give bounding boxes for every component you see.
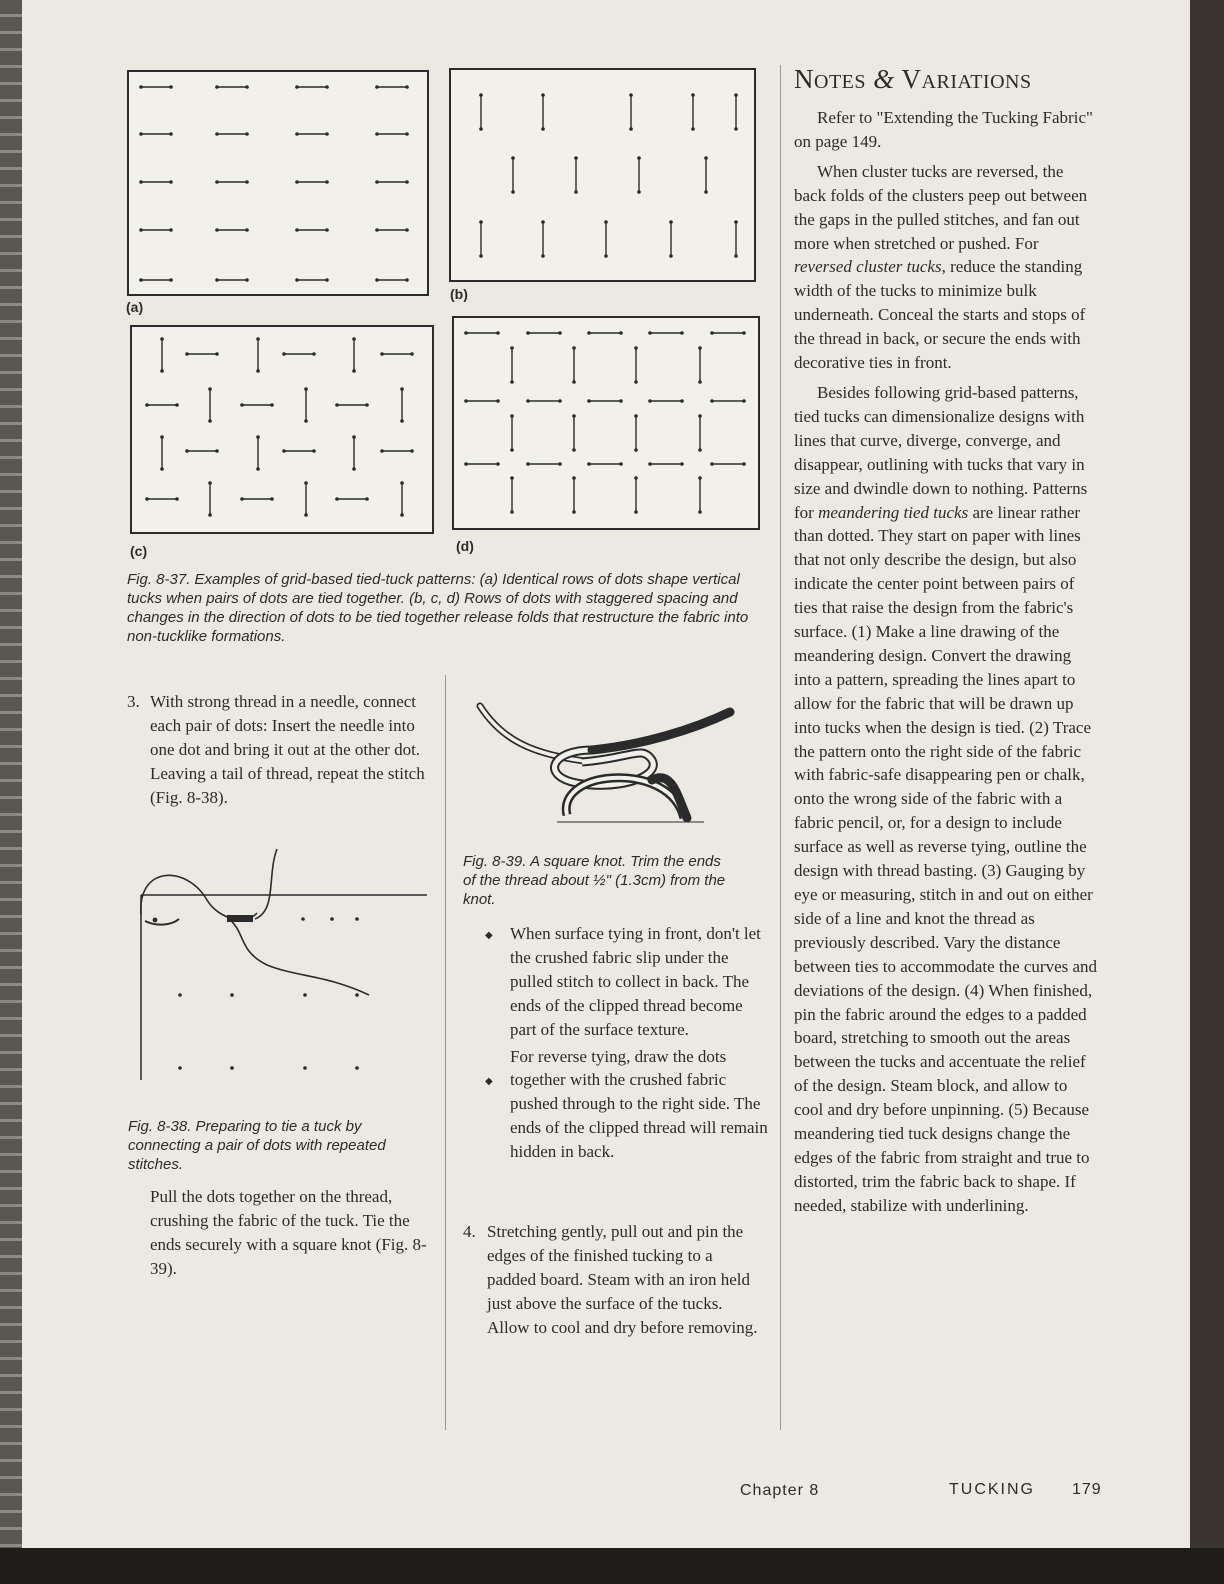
- figure-label-b: (b): [450, 286, 468, 302]
- stitch-dot: [169, 85, 173, 89]
- stitch-dot: [742, 399, 746, 403]
- stitch-dot: [558, 462, 562, 466]
- stitch-dot: [240, 497, 244, 501]
- stitch-dot: [496, 399, 500, 403]
- stitch-dot: [634, 346, 638, 350]
- stitch-dot: [169, 228, 173, 232]
- stitch-dot: [510, 380, 514, 384]
- stitch-dot: [558, 331, 562, 335]
- stitch-dot: [256, 369, 260, 373]
- stitch-dot: [240, 403, 244, 407]
- stitch-dot: [572, 380, 576, 384]
- stitch-dot: [375, 132, 379, 136]
- page-edge-bottom: [0, 1548, 1224, 1584]
- stitch-dot: [139, 228, 143, 232]
- stitch-dot: [175, 403, 179, 407]
- stitch-dot: [572, 476, 576, 480]
- stitch-dot: [479, 93, 483, 97]
- stitch-dot: [245, 278, 249, 282]
- stitch-dot: [526, 399, 530, 403]
- notes-p3-text-b: are linear rather than dotted. They start on paper with lines that not only describe the design, but also indicate the center point between pairs of ties that raise the design from the fabric's surface. (1) Make a line drawing of the meandering design. Convert the drawing into a pattern, spreading the lines apart to allow for the fabric that will be drawn up into tucks when the design is tied. (2) Trace the pattern onto the right side of the fabric with fabric-safe disappearing pen or chalk, onto the wrong side of the fabric with a fabric pencil, or, for a design to include surface as well as reverse tying, outline the design with thread basting. (3) Gauging by eye or measuring, stitch in and out on either side of a line and knot the thread as previously described. Vary the distance between ties to accommodate the curves and deviations of the design. (4) When finished, pin the fabric around the edges to a padded board, stretching to smooth out the areas between the tucks and accentuate the relief of the design. Steam block, and allow to cool and dry before unpinning. (5) Because meandering tied tuck designs change the edges of the fabric from straight and true to distorted, trim the fabric back to shape. If needed, stabilize with underlining.: [794, 502, 1098, 1215]
- step-4: [463, 1220, 763, 1340]
- bullet-marker-2: ◆: [485, 1076, 493, 1087]
- stitch-dot: [629, 127, 633, 131]
- stitch-dot: [312, 449, 316, 453]
- stitch-dot: [710, 399, 714, 403]
- stitch-dot: [541, 93, 545, 97]
- stitch-dot: [304, 387, 308, 391]
- stitch-dot: [510, 448, 514, 452]
- stitch-dot: [734, 93, 738, 97]
- stitch-dot: [479, 254, 483, 258]
- stitch-dot: [680, 331, 684, 335]
- figure-label-d: (d): [456, 538, 474, 554]
- stitch-dot: [464, 399, 468, 403]
- stitch-dot: [587, 462, 591, 466]
- stitch-dot: [698, 510, 702, 514]
- stitch-dot: [634, 476, 638, 480]
- stitch-dot: [526, 462, 530, 466]
- stitch-dot: [405, 85, 409, 89]
- step-3-text: With strong thread in a needle, connect each pair of dots: Insert the needle into one dot and bring it out at the other dot. Leaving a tail of thread, repeat the stitch (Fig. 8-38).: [150, 692, 425, 807]
- stitch-dot: [634, 414, 638, 418]
- stitch-dot: [648, 331, 652, 335]
- stitch-dot: [634, 448, 638, 452]
- stitch-dot: [648, 462, 652, 466]
- stitch-dot: [698, 414, 702, 418]
- stitch-dot: [375, 180, 379, 184]
- stitch-dot: [587, 399, 591, 403]
- stitch-dot: [619, 462, 623, 466]
- stitch-dot: [215, 132, 219, 136]
- stitch-dot: [295, 85, 299, 89]
- stitch-dot: [710, 462, 714, 466]
- figure-8-38-illustration: [127, 845, 427, 1095]
- stitch-dot: [405, 228, 409, 232]
- stitch-dot: [479, 220, 483, 224]
- notes-term-meandering-tied-tucks: meandering tied tucks: [818, 502, 969, 522]
- stitch-dot: [648, 399, 652, 403]
- stitch-dot: [352, 467, 356, 471]
- stitch-dot: [629, 93, 633, 97]
- stitch-dot: [574, 156, 578, 160]
- stitch-dot: [304, 481, 308, 485]
- footer-page-number: 179: [1072, 1481, 1102, 1498]
- stitch-dot: [742, 331, 746, 335]
- figure-8-38-caption: Fig. 8-38. Preparing to tie a tuck by connecting a pair of dots with repeated stitches.: [128, 1118, 386, 1173]
- stitch-dot: [169, 132, 173, 136]
- stitch-dot: [464, 462, 468, 466]
- stitch-dot: [691, 127, 695, 131]
- stitch-dot: [208, 481, 212, 485]
- stitch-dot: [698, 476, 702, 480]
- stitch-dot: [139, 180, 143, 184]
- step-3-continued: [150, 1185, 430, 1281]
- bullet-2-text: For reverse tying, draw the dots together with the crushed fabric pushed through to the right side. The ends of the clipped thread will remain hidden in back.: [510, 1046, 768, 1162]
- stitch-dot: [208, 419, 212, 423]
- stitch-dot: [312, 352, 316, 356]
- pattern-a-graphic: [129, 72, 427, 294]
- heading-ampersand: &: [873, 64, 895, 94]
- stitch-dot: [734, 220, 738, 224]
- stitch-dot: [139, 85, 143, 89]
- stitch-dot: [510, 346, 514, 350]
- stitch-dot: [256, 435, 260, 439]
- stitch-dot: [175, 497, 179, 501]
- figure-8-39-square-knot: [472, 700, 752, 830]
- stitch-dot: [541, 127, 545, 131]
- stitch-dot: [335, 497, 339, 501]
- figure-panel-b: [449, 68, 756, 282]
- stitch-dot: [691, 93, 695, 97]
- figure-8-39-caption: Fig. 8-39. A square knot. Trim the ends of the thread about ½" (1.3cm) from the knot.: [463, 853, 726, 908]
- stitch-dot: [734, 127, 738, 131]
- stitch-dot: [169, 180, 173, 184]
- stitch-dot: [511, 190, 515, 194]
- stitch-dot: [160, 435, 164, 439]
- stitch-dot: [704, 190, 708, 194]
- notes-variations-heading: [794, 64, 1032, 95]
- stitch-dot: [637, 190, 641, 194]
- stitch-dot: [325, 85, 329, 89]
- stitch-dot: [282, 352, 286, 356]
- footer-section: TUCKING: [949, 1481, 1035, 1498]
- bullet-marker-1: ◆: [485, 930, 493, 941]
- stitch-dot: [375, 85, 379, 89]
- step-3: [127, 690, 427, 810]
- stitch-dot: [185, 352, 189, 356]
- notes-p2-text-b: , reduce the standing width of the tucks to minimize bulk underneath. Conceal the starts and stops of the thread in back, or secure the ends with decorative ties in front.: [794, 257, 1086, 373]
- notes-p2-text-a: When cluster tucks are reversed, the back folds of the clusters peep out between the gaps in the pulled stitches, and fan out more when stretched or pushed. For: [794, 161, 1088, 253]
- stitch-dot: [375, 228, 379, 232]
- notes-p3-text-a: Besides following grid-based patterns, tied tucks can dimensionalize designs with lines that curve, diverge, converge, and disappear, outlining with tucks that vary in size and dwindle down to nothing. Patterns for: [794, 382, 1088, 522]
- stitch-dot: [160, 337, 164, 341]
- stitch-dot: [587, 331, 591, 335]
- stitch-dot: [619, 399, 623, 403]
- stitch-dot: [380, 449, 384, 453]
- stitch-dot: [526, 331, 530, 335]
- stitch-dot: [680, 462, 684, 466]
- stitch-dot: [215, 228, 219, 232]
- stitch-dot: [510, 414, 514, 418]
- stitch-dot: [256, 337, 260, 341]
- stitch-dot: [145, 497, 149, 501]
- stitch-dot: [295, 180, 299, 184]
- stitch-dot: [710, 331, 714, 335]
- stitch-dot: [325, 278, 329, 282]
- column-divider-left: [445, 675, 446, 1430]
- stitch-dot: [637, 156, 641, 160]
- stitch-dot: [704, 156, 708, 160]
- stitch-dot: [270, 497, 274, 501]
- footer-chapter: Chapter 8: [740, 1482, 820, 1499]
- stitch-dot: [496, 462, 500, 466]
- stitch-dot: [215, 180, 219, 184]
- heading-rest-ariations: ARIATIONS: [921, 71, 1032, 93]
- stitch-dot: [511, 156, 515, 160]
- stitch-dot: [510, 476, 514, 480]
- stitch-dot: [405, 278, 409, 282]
- stitch-dot: [295, 132, 299, 136]
- stitch-dot: [410, 352, 414, 356]
- stitch-dot: [215, 449, 219, 453]
- stitch-dot: [325, 132, 329, 136]
- stitch-dot: [619, 331, 623, 335]
- stitch-dot: [742, 462, 746, 466]
- stitch-dot: [604, 220, 608, 224]
- stitch-dot: [169, 278, 173, 282]
- stitch-dot: [634, 510, 638, 514]
- stitch-dot: [669, 220, 673, 224]
- stitch-dot: [304, 419, 308, 423]
- page-edge-right: [1190, 0, 1224, 1584]
- stitch-dot: [400, 481, 404, 485]
- stitch-dot: [464, 331, 468, 335]
- stitch-dot: [256, 467, 260, 471]
- column-divider-right: [780, 65, 781, 1430]
- stitch-dot: [541, 220, 545, 224]
- pattern-c-graphic: [132, 327, 432, 532]
- stitch-dot: [352, 435, 356, 439]
- stitch-dot: [245, 180, 249, 184]
- stitch-dot: [698, 346, 702, 350]
- step-4-number: 4.: [463, 1222, 476, 1241]
- notes-paragraph-1: Refer to "Extending the Tucking Fabric" on page 149.: [794, 108, 1093, 151]
- bullet-1-text: When surface tying in front, don't let the crushed fabric slip under the pulled stitch to collect in back. The ends of the clipped thread become part of the surface texture.: [510, 924, 761, 1039]
- stitch-dot: [208, 513, 212, 517]
- stitch-dot: [400, 419, 404, 423]
- stitch-dot: [734, 254, 738, 258]
- stitch-dot: [405, 132, 409, 136]
- stitch-dot: [479, 127, 483, 131]
- stitch-dot: [510, 510, 514, 514]
- stitch-dot: [572, 346, 576, 350]
- stitch-dot: [282, 449, 286, 453]
- stitch-dot: [558, 399, 562, 403]
- heading-cap-v: V: [901, 64, 922, 94]
- stitch-dot: [496, 331, 500, 335]
- stitch-dot: [541, 254, 545, 258]
- step-3-continued-text: Pull the dots together on the thread, crushing the fabric of the tuck. Tie the ends securely with a square knot (Fig. 8-39).: [150, 1187, 427, 1278]
- stitch-dot: [680, 399, 684, 403]
- notes-paragraph-3: [794, 381, 1098, 1218]
- stitch-dot: [185, 449, 189, 453]
- stitch-dot: [634, 380, 638, 384]
- notes-term-reversed-cluster-tucks: reversed cluster tucks: [794, 257, 942, 277]
- pattern-d-graphic: [454, 318, 758, 528]
- figure-8-37-caption: Fig. 8-37. Examples of grid-based tied-tuck patterns: (a) Identical rows of dots shape vertical tucks when pairs of dots are tied together. (b, c, d) Rows of dots with staggered spacing and changes in the direction of dots to be tied together release folds that restructure the fabric into non-tucklike formations.: [127, 571, 749, 645]
- stitch-dot: [295, 278, 299, 282]
- figure-panel-c: [130, 325, 434, 534]
- stitch-dot: [698, 380, 702, 384]
- stitch-dot: [669, 254, 673, 258]
- stitch-dot: [245, 132, 249, 136]
- figure-label-a: (a): [126, 299, 144, 315]
- stitch-dot: [325, 180, 329, 184]
- stitch-dot: [160, 369, 164, 373]
- book-page: [22, 0, 1190, 1548]
- stitch-dot: [139, 278, 143, 282]
- stitch-dot: [145, 403, 149, 407]
- stitch-dot: [410, 449, 414, 453]
- stitch-dot: [572, 510, 576, 514]
- step-3-number: 3.: [127, 692, 140, 711]
- stitch-dot: [572, 414, 576, 418]
- stitch-dot: [160, 467, 164, 471]
- stitch-dot: [365, 497, 369, 501]
- stitch-dot: [270, 403, 274, 407]
- stitch-dot: [375, 278, 379, 282]
- heading-rest-otes: OTES: [814, 71, 866, 93]
- stitch-dot: [215, 85, 219, 89]
- stitch-dot: [365, 403, 369, 407]
- stitch-dot: [400, 513, 404, 517]
- stitch-dot: [215, 352, 219, 356]
- figure-panel-a: [127, 70, 429, 296]
- figure-panel-d: [452, 316, 760, 530]
- stitch-dot: [400, 387, 404, 391]
- stitch-dot: [574, 190, 578, 194]
- book-spine-shadow: [0, 0, 22, 1584]
- stitch-dot: [380, 352, 384, 356]
- stitch-dot: [245, 228, 249, 232]
- notes-paragraph-2: [794, 160, 1098, 375]
- stitch-dot: [352, 337, 356, 341]
- stitch-dot: [572, 448, 576, 452]
- stitch-dot: [208, 387, 212, 391]
- stitch-dot: [215, 278, 219, 282]
- heading-cap-n: N: [794, 64, 814, 94]
- figure-label-c: (c): [130, 543, 148, 559]
- stitch-dot: [139, 132, 143, 136]
- notes-body: [794, 106, 1098, 1218]
- stitch-dot: [352, 369, 356, 373]
- stitch-dot: [604, 254, 608, 258]
- pattern-b-graphic: [451, 70, 754, 280]
- stitch-dot: [325, 228, 329, 232]
- stitch-dot: [405, 180, 409, 184]
- stitch-dot: [698, 448, 702, 452]
- stitch-dot: [335, 403, 339, 407]
- stitch-dot: [295, 228, 299, 232]
- step-4-text: Stretching gently, pull out and pin the edges of the finished tucking to a padded board. Steam with an iron held just above the surface of the tucks. Allow to cool and dry before removing.: [487, 1222, 758, 1337]
- stitch-dot: [304, 513, 308, 517]
- bullet-list: [485, 922, 770, 1164]
- stitch-dot: [245, 85, 249, 89]
